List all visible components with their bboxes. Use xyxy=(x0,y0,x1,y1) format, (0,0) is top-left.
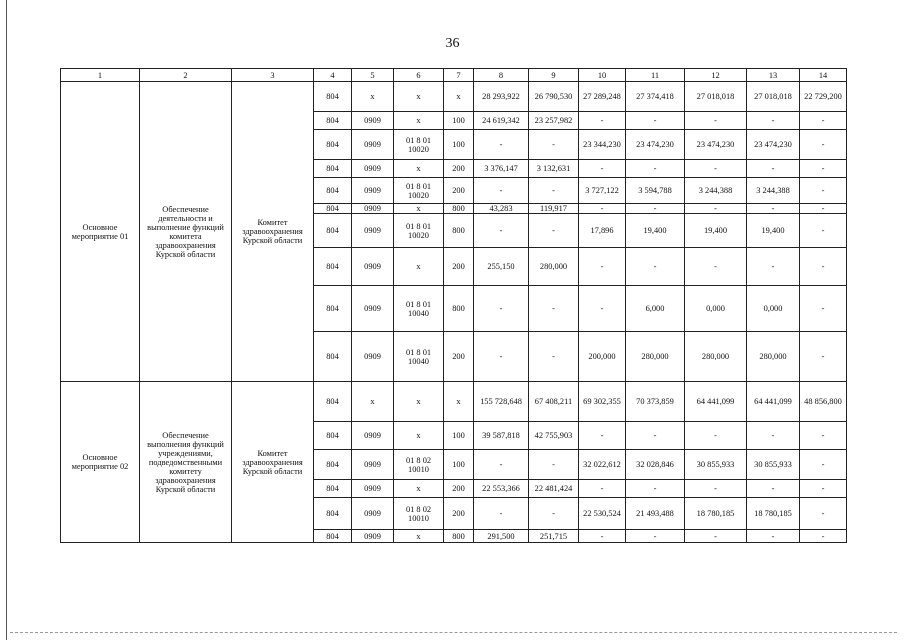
table-cell: 0909 xyxy=(352,204,394,214)
table-cell: - xyxy=(626,248,685,286)
table-cell: 0,000 xyxy=(685,286,747,332)
table-cell: 804 xyxy=(314,286,352,332)
table-cell: 800 xyxy=(444,214,474,248)
table-cell: - xyxy=(474,178,529,204)
table-cell: 69 302,355 xyxy=(579,382,626,422)
table-cell: 23 257,982 xyxy=(529,112,579,130)
header-col-10: 10 xyxy=(579,69,626,82)
table-cell: - xyxy=(800,286,847,332)
budget-table xyxy=(60,68,847,543)
table-cell: - xyxy=(747,160,800,178)
table-cell: 22 481,424 xyxy=(529,480,579,498)
table-cell: х xyxy=(394,480,444,498)
table-cell: 3 376,147 xyxy=(474,160,529,178)
table-cell: 0909 xyxy=(352,422,394,450)
table-cell: 18 780,185 xyxy=(747,498,800,530)
table-cell: х xyxy=(444,82,474,112)
table-cell: 3 132,631 xyxy=(529,160,579,178)
table-cell: - xyxy=(529,332,579,382)
table-cell: 155 728,648 xyxy=(474,382,529,422)
table-cell: - xyxy=(800,204,847,214)
table-cell: 23 474,230 xyxy=(685,130,747,160)
table-cell: 251,715 xyxy=(529,530,579,543)
table-cell: 804 xyxy=(314,82,352,112)
table-cell: - xyxy=(579,204,626,214)
table-cell: - xyxy=(800,450,847,480)
table-cell: 27 018,018 xyxy=(685,82,747,112)
table-cell: 27 374,418 xyxy=(626,82,685,112)
table-cell: 291,500 xyxy=(474,530,529,543)
table-cell: - xyxy=(579,480,626,498)
table-cell: 100 xyxy=(444,422,474,450)
table-cell: 01 8 01 10040 xyxy=(394,286,444,332)
table-cell: х xyxy=(394,382,444,422)
table-cell: х xyxy=(394,82,444,112)
table-cell: - xyxy=(800,130,847,160)
table-cell: 804 xyxy=(314,382,352,422)
table-cell: - xyxy=(685,112,747,130)
table-row xyxy=(61,82,847,112)
table-cell: 800 xyxy=(444,286,474,332)
table-cell: 200 xyxy=(444,332,474,382)
table-cell: - xyxy=(747,480,800,498)
description-cell: Обеспечение выполнения функций учреждениями, подведомственными комитету здравоохранения Курской области xyxy=(140,382,232,543)
table-cell: - xyxy=(529,178,579,204)
header-col-13: 13 xyxy=(747,69,800,82)
table-cell: 804 xyxy=(314,498,352,530)
table-cell: - xyxy=(579,422,626,450)
header-col-14: 14 xyxy=(800,69,847,82)
table-cell: 280,000 xyxy=(747,332,800,382)
table-cell: 280,000 xyxy=(529,248,579,286)
header-col-8: 8 xyxy=(474,69,529,82)
table-cell: 01 8 01 10020 xyxy=(394,214,444,248)
table-cell: 23 344,230 xyxy=(579,130,626,160)
bottom-rule xyxy=(10,632,897,633)
table-cell: 0909 xyxy=(352,160,394,178)
table-cell: 27 289,248 xyxy=(579,82,626,112)
header-col-11: 11 xyxy=(626,69,685,82)
table-cell: 30 855,933 xyxy=(685,450,747,480)
header-col-3: 3 xyxy=(232,69,314,82)
table-cell: 0909 xyxy=(352,450,394,480)
table-cell: - xyxy=(529,214,579,248)
table-cell: 39 587,818 xyxy=(474,422,529,450)
table-cell: - xyxy=(747,422,800,450)
table-cell: 200 xyxy=(444,498,474,530)
event-cell: Основное мероприятие 01 xyxy=(61,82,140,382)
table-cell: - xyxy=(474,286,529,332)
table-cell: 23 474,230 xyxy=(626,130,685,160)
table-cell: - xyxy=(800,480,847,498)
table-cell: х xyxy=(394,422,444,450)
table-cell: - xyxy=(685,160,747,178)
table-cell: - xyxy=(800,530,847,543)
table-cell: 0909 xyxy=(352,248,394,286)
table-cell: 48 856,800 xyxy=(800,382,847,422)
table-cell: х xyxy=(352,382,394,422)
table-cell: 0909 xyxy=(352,130,394,160)
table-cell: 3 594,788 xyxy=(626,178,685,204)
table-cell: 23 474,230 xyxy=(747,130,800,160)
table-cell: 0909 xyxy=(352,178,394,204)
table-cell: - xyxy=(685,530,747,543)
event-cell: Основное мероприятие 02 xyxy=(61,382,140,543)
table-cell: - xyxy=(626,160,685,178)
table-cell: х xyxy=(352,82,394,112)
table-cell: 804 xyxy=(314,160,352,178)
table-cell: 0909 xyxy=(352,480,394,498)
table-cell: - xyxy=(800,112,847,130)
table-cell: 0909 xyxy=(352,214,394,248)
header-col-5: 5 xyxy=(352,69,394,82)
table-cell: 100 xyxy=(444,112,474,130)
table-cell: 800 xyxy=(444,204,474,214)
table-cell: 01 8 01 10020 xyxy=(394,178,444,204)
table-row xyxy=(61,382,847,422)
table-cell: - xyxy=(800,332,847,382)
table-cell: - xyxy=(685,248,747,286)
table-cell: 200 xyxy=(444,248,474,286)
table-cell: - xyxy=(626,422,685,450)
table-cell: 0,000 xyxy=(747,286,800,332)
table-cell: - xyxy=(474,130,529,160)
table-cell: - xyxy=(474,498,529,530)
table-cell: - xyxy=(474,450,529,480)
table-cell: 0909 xyxy=(352,112,394,130)
table-cell: 32 028,846 xyxy=(626,450,685,480)
table-cell: 43,283 xyxy=(474,204,529,214)
table-cell: 804 xyxy=(314,332,352,382)
table-cell: - xyxy=(626,530,685,543)
table-cell: 24 619,342 xyxy=(474,112,529,130)
table-cell: - xyxy=(474,332,529,382)
table-cell: - xyxy=(800,214,847,248)
table-header-row xyxy=(61,69,847,82)
table-cell: 804 xyxy=(314,450,352,480)
table-cell: 804 xyxy=(314,530,352,543)
table-cell: 3 244,388 xyxy=(685,178,747,204)
table-cell: 0909 xyxy=(352,530,394,543)
table-cell: - xyxy=(474,214,529,248)
table-cell: 0909 xyxy=(352,498,394,530)
table-cell: 100 xyxy=(444,450,474,480)
table-cell: 67 408,211 xyxy=(529,382,579,422)
table-cell: 800 xyxy=(444,530,474,543)
table-cell: - xyxy=(800,422,847,450)
table-cell: 22 553,366 xyxy=(474,480,529,498)
page-number: 36 xyxy=(445,36,460,51)
table-cell: - xyxy=(579,286,626,332)
table-cell: 3 244,388 xyxy=(747,178,800,204)
table-cell: - xyxy=(685,480,747,498)
table-cell: - xyxy=(685,204,747,214)
table-cell: 01 8 01 10020 xyxy=(394,130,444,160)
table-cell: 21 493,488 xyxy=(626,498,685,530)
table-cell: 01 8 01 10040 xyxy=(394,332,444,382)
table-cell: 0909 xyxy=(352,286,394,332)
header-col-4: 4 xyxy=(314,69,352,82)
table-cell: 22 729,200 xyxy=(800,82,847,112)
table-cell: 200,000 xyxy=(579,332,626,382)
table-cell: 100 xyxy=(444,130,474,160)
header-col-7: 7 xyxy=(444,69,474,82)
table-cell: 26 790,530 xyxy=(529,82,579,112)
table-cell: - xyxy=(800,248,847,286)
table-cell: х xyxy=(394,248,444,286)
table-cell: - xyxy=(579,530,626,543)
executor-cell: Комитет здравоохранения Курской области xyxy=(232,82,314,382)
table-cell: 0909 xyxy=(352,332,394,382)
table-cell: 01 8 02 10010 xyxy=(394,498,444,530)
header-col-2: 2 xyxy=(140,69,232,82)
table-cell: - xyxy=(800,160,847,178)
table-cell: - xyxy=(579,248,626,286)
table-cell: 200 xyxy=(444,160,474,178)
table-cell: 280,000 xyxy=(685,332,747,382)
table-cell: 804 xyxy=(314,480,352,498)
table-cell: 804 xyxy=(314,204,352,214)
table-cell: 28 293,922 xyxy=(474,82,529,112)
table-cell: 32 022,612 xyxy=(579,450,626,480)
table-cell: - xyxy=(579,160,626,178)
table-cell: 804 xyxy=(314,130,352,160)
table-cell: 17,896 xyxy=(579,214,626,248)
table-cell: 200 xyxy=(444,480,474,498)
table-cell: 30 855,933 xyxy=(747,450,800,480)
table-cell: 255,150 xyxy=(474,248,529,286)
table-cell: - xyxy=(747,248,800,286)
table-cell: 3 727,122 xyxy=(579,178,626,204)
header-col-6: 6 xyxy=(394,69,444,82)
table-cell: 18 780,185 xyxy=(685,498,747,530)
table-cell: - xyxy=(529,286,579,332)
table-cell: 01 8 02 10010 xyxy=(394,450,444,480)
table-cell: 200 xyxy=(444,178,474,204)
table-cell: - xyxy=(800,178,847,204)
table-cell: 280,000 xyxy=(626,332,685,382)
table-cell: 22 530,524 xyxy=(579,498,626,530)
table-cell: 804 xyxy=(314,112,352,130)
table-cell: - xyxy=(529,130,579,160)
table-cell: - xyxy=(747,530,800,543)
table-cell: - xyxy=(626,112,685,130)
table-cell: 64 441,099 xyxy=(685,382,747,422)
table-cell: 42 755,903 xyxy=(529,422,579,450)
table-cell: 27 018,018 xyxy=(747,82,800,112)
table-cell: - xyxy=(529,498,579,530)
table-cell: 19,400 xyxy=(626,214,685,248)
page-margin-line xyxy=(6,0,7,640)
table-cell: - xyxy=(529,450,579,480)
table-cell: х xyxy=(394,530,444,543)
table-cell: - xyxy=(800,498,847,530)
table-cell: 70 373,859 xyxy=(626,382,685,422)
table-cell: 804 xyxy=(314,422,352,450)
table-cell: 6,000 xyxy=(626,286,685,332)
table-cell: - xyxy=(747,204,800,214)
table-cell: - xyxy=(747,112,800,130)
executor-cell: Комитет здравоохранения Курской области xyxy=(232,382,314,543)
table-cell: 19,400 xyxy=(747,214,800,248)
table-cell: - xyxy=(685,422,747,450)
header-col-12: 12 xyxy=(685,69,747,82)
table-cell: х xyxy=(394,204,444,214)
header-col-9: 9 xyxy=(529,69,579,82)
table-cell: 19,400 xyxy=(685,214,747,248)
table-cell: х xyxy=(394,112,444,130)
table-cell: 804 xyxy=(314,178,352,204)
table-cell: х xyxy=(444,382,474,422)
table-cell: 119,917 xyxy=(529,204,579,214)
table-cell: - xyxy=(626,204,685,214)
table-cell: - xyxy=(626,480,685,498)
table-cell: х xyxy=(394,160,444,178)
table-cell: 804 xyxy=(314,248,352,286)
table-cell: 804 xyxy=(314,214,352,248)
table-cell: - xyxy=(579,112,626,130)
table-cell: 64 441,099 xyxy=(747,382,800,422)
header-col-1: 1 xyxy=(61,69,140,82)
description-cell: Обеспечение деятельности и выполнение функций комитета здравоохранения Курской области xyxy=(140,82,232,382)
